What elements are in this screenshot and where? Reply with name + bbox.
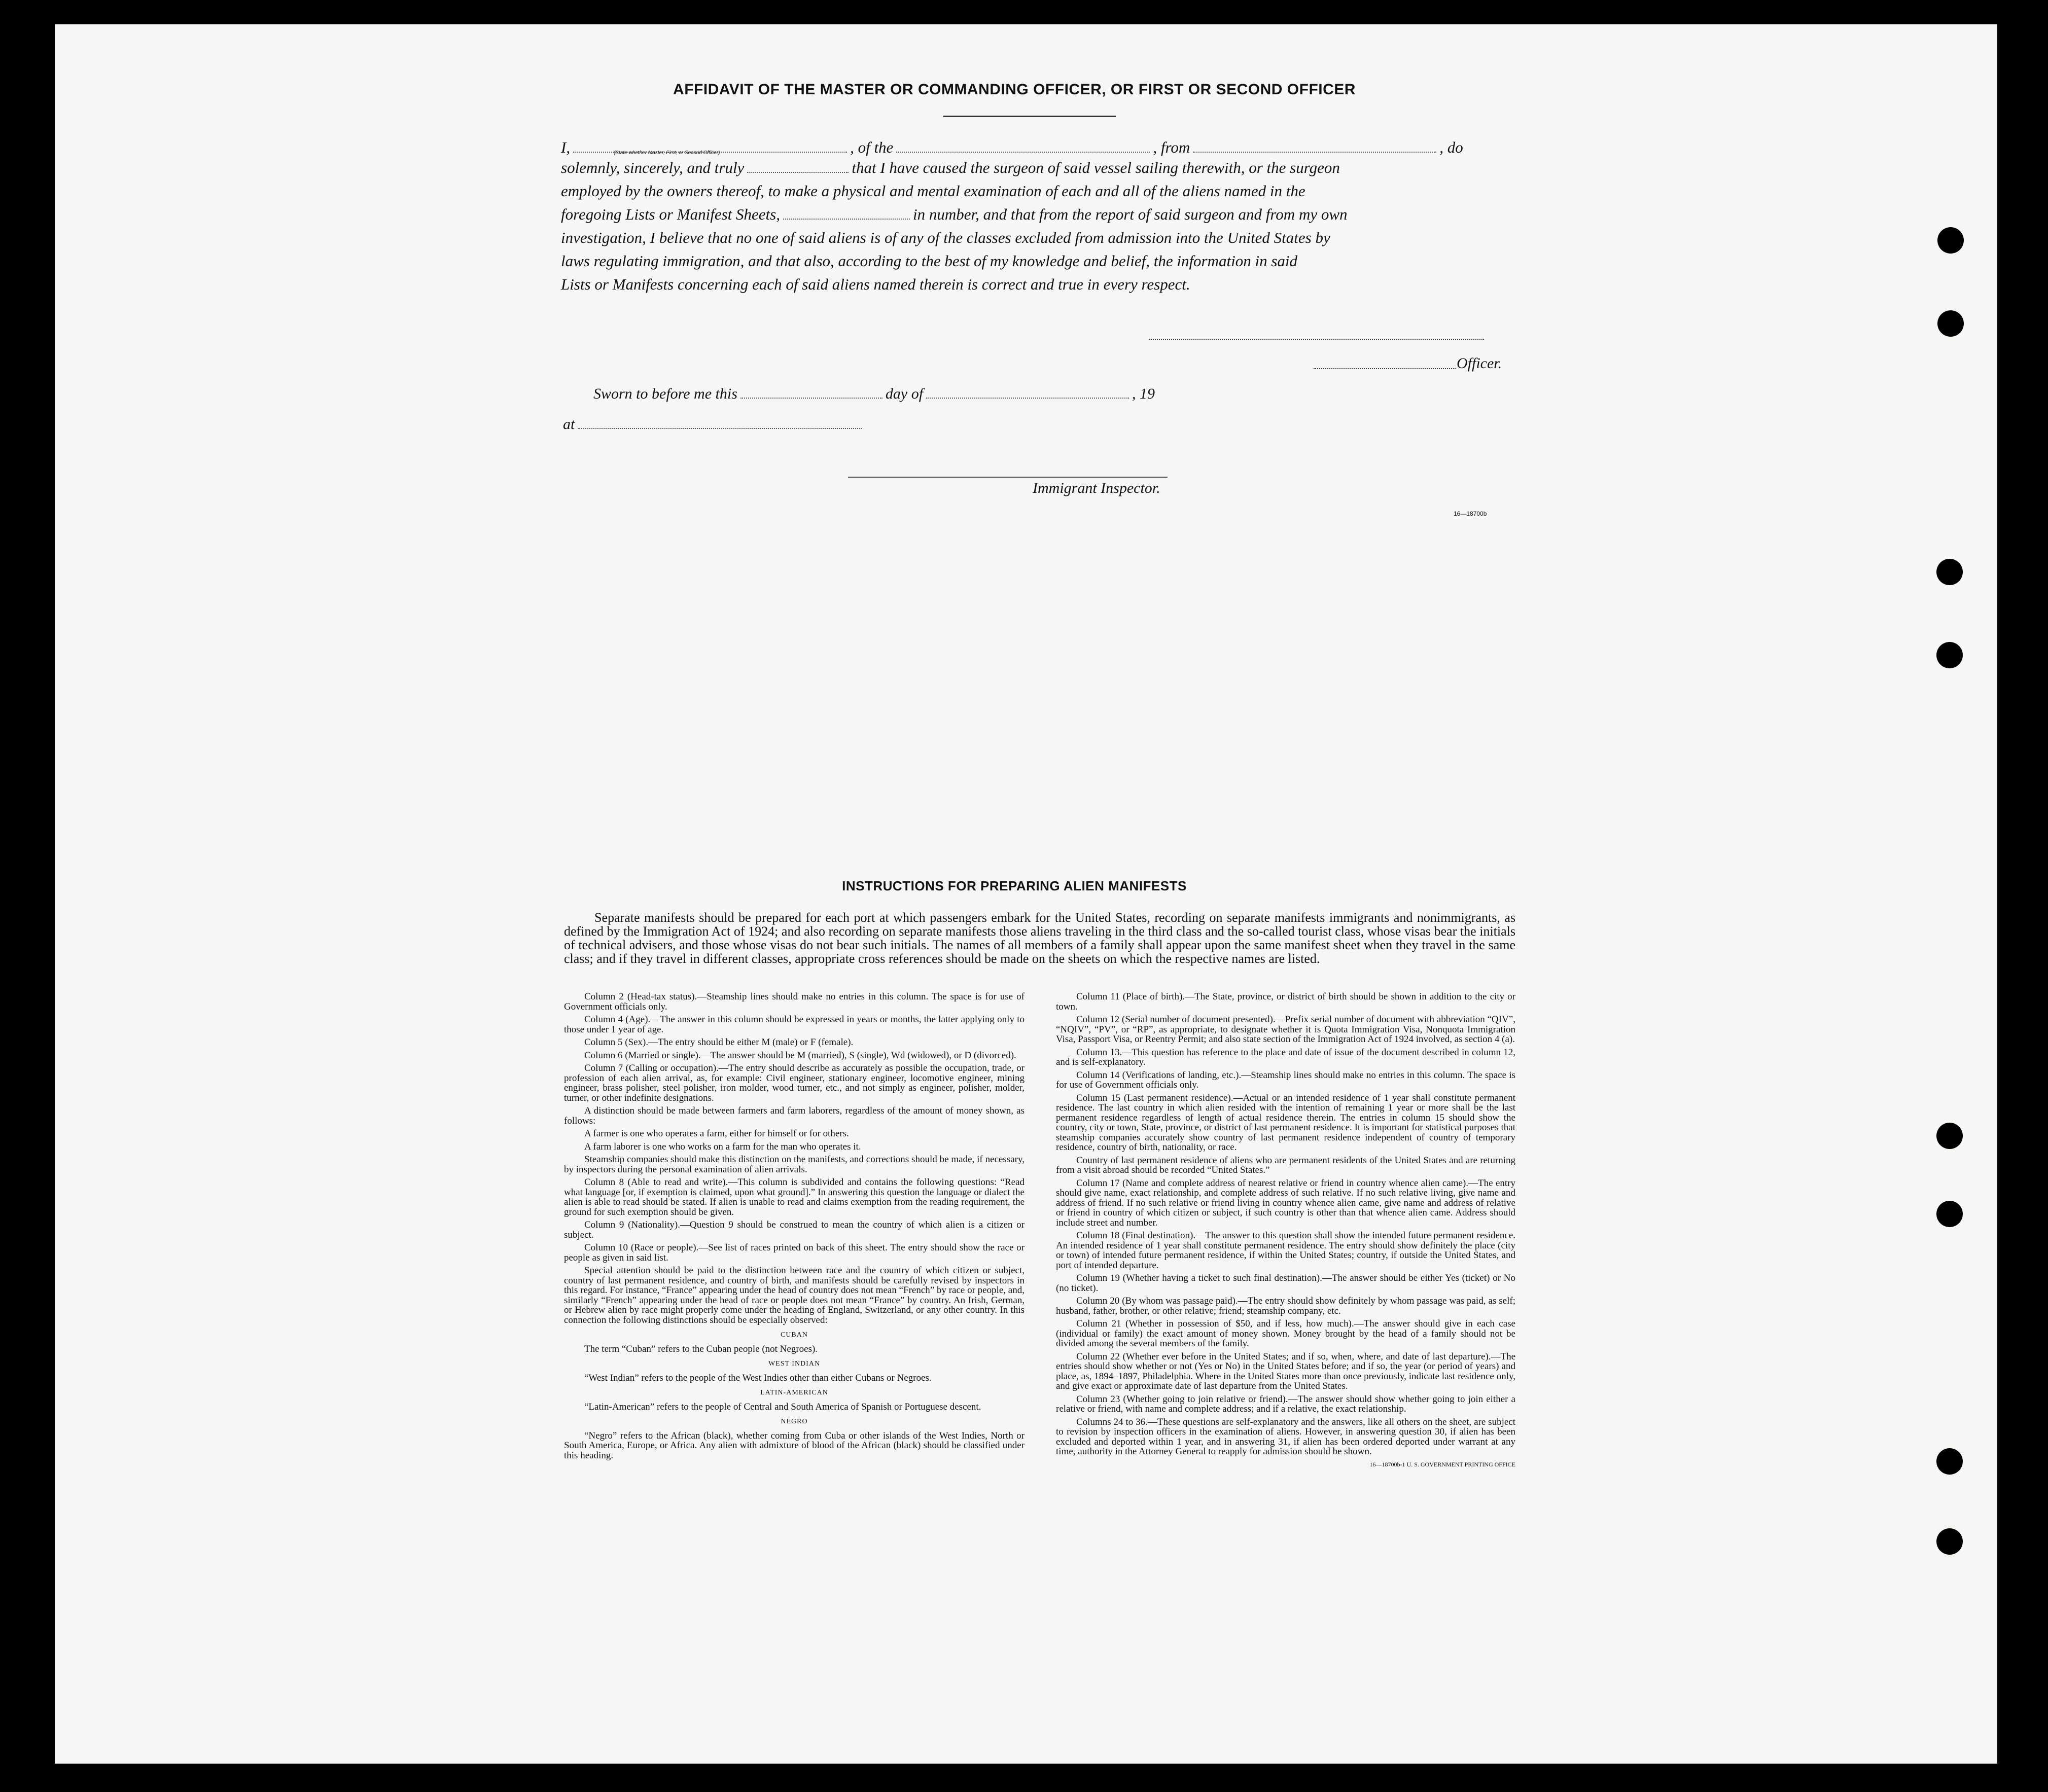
- affidavit-text-1: that I have caused the surgeon of said vessel sailing therewith, or the surgeon: [852, 159, 1340, 176]
- gpo-footer: 16—18700b-1 U. S. GOVERNMENT PRINTING OFFICE: [1369, 1460, 1515, 1468]
- instruction-paragraph: Column 18 (Final destination).—The answer to this question shall show the intended future permanent residence. An intended residence of 1 year shall constitute permanent residence. The entry should show definitely the place (city or town) of intended future permanent residence, if within the United States; country, if outside the United States, and port of intended departure.: [1056, 1230, 1515, 1271]
- heading-cuban: CUBAN: [780, 1331, 808, 1339]
- affidavit-line-4: [561, 203, 1514, 226]
- sworn-text: Sworn to before me this: [593, 385, 737, 402]
- instruction-paragraph: Column 7 (Calling or occupation).—The entry should describe as accurately as possible the occupation, trade, or profession of each alien arrival, as, for example: Civil engineer, stationary engineer, locomotive engineer, mining engineer, brass polisher, steel polisher, iron molder, wood turner, etc., and not simply as engineer, polisher, molder, turner, or other indefinite designations.: [564, 1063, 1025, 1103]
- instruction-paragraph: Column 13.—This question has reference to the place and date of issue of the document described in column 12, and is self-explanatory.: [1056, 1047, 1515, 1067]
- sworn-place-field[interactable]: [578, 427, 862, 429]
- instruction-paragraph: Column 4 (Age).—The answer in this column should be expressed in years or months, the latter applying only to those under 1 year of age.: [564, 1014, 1025, 1035]
- instruction-paragraph: Column 10 (Race or people).—See list of races printed on back of this sheet. The entry should show the race or people as given in said list.: [564, 1242, 1025, 1263]
- instruction-paragraph: Column 6 (Married or single).—The answer should be M (married), S (single), Wd (widowed), or D (divorced).: [584, 1050, 1016, 1061]
- definition-west-indian: “West Indian” refers to the people of the West Indies other than either Cubans or Negroes.: [584, 1372, 932, 1383]
- word-do: , do: [1439, 138, 1463, 156]
- instruction-paragraph: Column 9 (Nationality).—Question 9 should be construed to mean the country of which alien is a citizen or subject.: [564, 1220, 1025, 1240]
- affidavit-text-3a: foregoing Lists or Manifest Sheets,: [561, 205, 780, 223]
- punch-hole: [1936, 1528, 1963, 1555]
- instructions-title: INSTRUCTIONS FOR PREPARING ALIEN MANIFESTS: [842, 878, 1187, 893]
- affidavit-text-3b: in number, and that from the report of said surgeon and from my own: [913, 205, 1348, 223]
- affidavit-line-7: Lists or Manifests concerning each of said aliens named therein is correct and true in every respect.: [561, 275, 1190, 293]
- inspector-label: Immigrant Inspector.: [1033, 480, 1160, 496]
- instruction-paragraph: Column 20 (By whom was passage paid).—The entry should show definitely by whom passage was paid, as self; husband, father, brother, or other relative; friend; steamship company, etc.: [1056, 1296, 1515, 1316]
- instruction-paragraph: Column 8 (Able to read and write).—This column is subdivided and contains the following questions: “Read what language [or, if exemption is claimed, upon what ground].” In answering this question the language or dialect the alien is able to read should be stated. If alien is unable to read and claims exemption from the reading requirement, the ground for such exemption should be given.: [564, 1177, 1025, 1217]
- instructions-right-column: [1056, 992, 1515, 1473]
- oath-type-field[interactable]: [747, 171, 849, 173]
- vessel-name-field[interactable]: [896, 151, 1150, 153]
- instruction-paragraph: Column 12 (Serial number of document presented).—Prefix serial number of document with abbreviation “QIV”, “NQIV”, “PV”, or “RP”, as appropriate, to designate whether it is Quota Immigration Visa, Nonquota Immigration Visa, Passport Visa, or Reentry Permit; and also state section of the Immigration Act of 1924 involved, as section 4 (a).: [1056, 1014, 1515, 1045]
- year-text: , 19: [1132, 385, 1155, 402]
- affidavit-title: AFFIDAVIT OF THE MASTER OR COMMANDING OFFICER, OR FIRST OR SECOND OFFICER: [673, 81, 1356, 98]
- definition-negro: “Negro” refers to the African (black), whether coming from Cuba or other islands of the West Indies, North or South America, Europe, or Africa. Any alien with admixture of blood of the African (black) should be classified under this heading.: [564, 1430, 1025, 1461]
- affidavit-body: [561, 136, 1514, 296]
- port-field[interactable]: [1193, 151, 1436, 153]
- instruction-paragraph: Column 5 (Sex).—The entry should be either M (male) or F (female).: [584, 1037, 854, 1048]
- punch-hole: [1937, 310, 1964, 337]
- punch-hole: [1937, 227, 1964, 254]
- instructions-left-column: [564, 992, 1025, 1463]
- word-from: , from: [1153, 138, 1190, 156]
- instruction-paragraph: Special attention should be paid to the distinction between race and the country of which citizen or subject, country of last permanent residence, and country of birth, and manifests should be carefully revised by inspectors in this regard. For instance, “France” appearing under the head of country does not mean “French” by race or people, and, similarly “French” appearing under the head of race or people does not mean “France” by country. An Irish, German, or Hebrew alien by race might properly come under the heading of England, Switzerland, or any other country. In this connection the following distinctions should be especially observed:: [564, 1265, 1025, 1325]
- heading-west-indian: WEST INDIAN: [768, 1360, 821, 1368]
- punch-hole: [1936, 1448, 1963, 1475]
- day-of-text: day of: [885, 385, 924, 402]
- word-i: I,: [561, 138, 571, 156]
- instruction-paragraph: Column 23 (Whether going to join relative or friend).—The answer should show whether going to join either a relative or friend, with name and complete address; and if a relative, the exact relationship.: [1056, 1393, 1515, 1414]
- instruction-paragraph: Steamship companies should make this distinction on the manifests, and corrections should be made, if necessary, by inspectors during the personal examination of alien arrivals.: [564, 1154, 1025, 1175]
- officer-label: Officer.: [1457, 355, 1502, 372]
- instruction-paragraph: Column 14 (Verifications of landing, etc.).—Steamship lines should make no entries in this column. The space is for use of Government officials only.: [1056, 1069, 1515, 1090]
- affidavit-line-6: laws regulating immigration, and that also, according to the best of my knowledge and belief, the information in said: [561, 252, 1298, 270]
- officer-rank-hint: (State whether Master, First, or Second Officer): [614, 150, 720, 156]
- sheet-count-field[interactable]: [783, 218, 910, 220]
- sworn-line: [593, 385, 1155, 403]
- sworn-month-field[interactable]: [926, 397, 1129, 399]
- officer-signature-line-2[interactable]: [1314, 368, 1456, 369]
- instruction-paragraph: A farmer is one who operates a farm, either for himself or for others.: [584, 1128, 849, 1139]
- heading-latin-american: LATIN-AMERICAN: [760, 1389, 828, 1396]
- word-of-the: , of the: [850, 138, 894, 156]
- instruction-paragraph: Country of last permanent residence of aliens who are permanent residents of the United States and are returning from a visit abroad should be recorded “United States.”: [1056, 1155, 1515, 1175]
- heading-negro: NEGRO: [781, 1418, 808, 1425]
- instruction-paragraph: Column 17 (Name and complete address of nearest relative or friend in country whence alien came).—The entry should give name, exact relationship, and complete address of such relative. If no such relative living, give name and address of friend. If no such relative or friend living in country whence alien came, give name and address of relative or friend in country of which citizen or subject, if such country is other than that whence alien came. Address should include street and number.: [1056, 1177, 1515, 1228]
- form-number: 16—18700b: [1454, 510, 1487, 517]
- inspector-signature-line[interactable]: [848, 477, 1168, 478]
- instruction-paragraph: Column 15 (Last permanent residence).—Actual or an intended residence of 1 year shall constitute permanent residence. The last country in which alien resided with the intention of remaining 1 year or more shall be the last permanent residence regardless of length of actual residence therein. The entries in column 15 should show the country, city or town, State, province, or district of last permanent residence. It is important for statistical purposes that steamship companies accurately show country of last permanent residence independent of country of temporary residence, country of birth, nationality, or race.: [1056, 1092, 1515, 1153]
- instruction-paragraph: Column 2 (Head-tax status).—Steamship lines should make no entries in this column. The space is for use of Government officials only.: [564, 991, 1025, 1012]
- at-text: at: [563, 416, 575, 433]
- title-underline: [943, 116, 1116, 117]
- sworn-day-field[interactable]: [740, 397, 882, 399]
- instruction-paragraph: Column 11 (Place of birth).—The State, province, or district of birth should be shown in addition to the city or town.: [1056, 991, 1515, 1012]
- word-solemnly: solemnly, sincerely, and truly: [561, 159, 745, 176]
- affidavit-line-5: investigation, I believe that no one of said aliens is of any of the classes excluded from admission into the United States by: [561, 229, 1330, 246]
- affidavit-line-3: employed by the owners thereof, to make a physical and mental examination of each and all of the aliens named in the: [561, 182, 1305, 200]
- definition-cuban: The term “Cuban” refers to the Cuban people (not Negroes).: [584, 1343, 818, 1354]
- instruction-paragraph: Columns 24 to 36.—These questions are self-explanatory and the answers, like all others on the sheet, are subject to revision by inspection officers in the examination of aliens. However, in answering question 30, if alien has been excluded and deported within 1 year, and in answering 31, if alien has been ordered deported under warrant at any time, authority in the Attorney General to reapply for admission should be shown.: [1056, 1416, 1515, 1457]
- definition-latin-american: “Latin-American” refers to the people of Central and South America of Spanish or Portuguese descent.: [584, 1401, 981, 1412]
- officer-signature-line[interactable]: [1149, 339, 1484, 340]
- instruction-paragraph: A distinction should be made between farmers and farm laborers, regardless of the amount of money shown, as follows:: [564, 1105, 1025, 1126]
- punch-hole: [1936, 1201, 1963, 1227]
- instruction-paragraph: A farm laborer is one who works on a farm for the man who operates it.: [584, 1141, 861, 1152]
- instruction-paragraph: Column 21 (Whether in possession of $50, and if less, how much).—The answer should give in each case (individual or family) the exact amount of money shown. Money brought by the head of a family should not be divided among the several members of the family.: [1056, 1318, 1515, 1349]
- instruction-paragraph: Column 22 (Whether ever before in the United States; and if so, when, where, and date of last departure).—The entries should show whether or not (Yes or No) in the United States before; and if so, the year (or period of years) and place, as, 1894–1897, Philadelphia. Where in the United States more than once previously, indicate last residence only, and give exact or approximate date of last departure from the United States.: [1056, 1351, 1515, 1391]
- punch-hole: [1936, 642, 1963, 668]
- instruction-paragraph: Column 19 (Whether having a ticket to such final destination).—The answer should be either Yes (ticket) or No (no ticket).: [1056, 1273, 1515, 1294]
- affidavit-line-2: [561, 156, 1514, 180]
- instructions-intro: Separate manifests should be prepared for each port at which passengers embark for the United States, recording on separate manifests immigrants and nonimmigrants, as defined by the Immigration Act of 1924; and also recording on separate manifests those aliens traveling in the third class and the so-called tourist class, whose visas bear the initials of technical advisers, and those whose visas do not bear such initials. The names of all members of a family shall appear upon the same manifest sheet when they travel in the same class; and if they travel in different classes, appropriate cross references should be made on the sheets on which the respective names are listed.: [564, 910, 1515, 966]
- punch-hole: [1936, 559, 1963, 585]
- at-line: [563, 416, 865, 433]
- punch-hole: [1936, 1123, 1963, 1149]
